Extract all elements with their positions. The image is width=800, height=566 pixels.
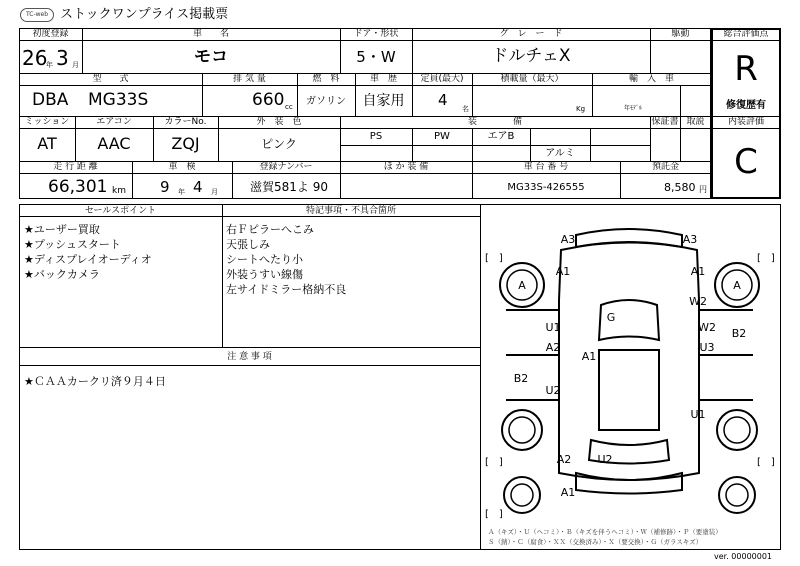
equipment-label: 装 備: [467, 117, 522, 127]
price: 8,580: [664, 181, 696, 194]
displacement: 660: [252, 90, 285, 110]
mission-label: ミッション: [24, 117, 70, 127]
load-label: 積載量（最大）: [500, 74, 564, 84]
history-label: 車 歴: [369, 74, 397, 84]
mileage-label: 走 行 距 離: [53, 162, 98, 172]
damage-mark: A3: [560, 233, 576, 246]
damage-mark: A: [733, 279, 741, 292]
capacity-label: 定員(最大): [420, 74, 464, 84]
plate-label: 登録ナンバー: [259, 162, 313, 172]
bracket: [ ]: [757, 253, 775, 264]
car-name-label: 車 名: [192, 29, 229, 39]
equip-alloy: アルミ: [545, 148, 575, 159]
grade: ドルチェX: [491, 46, 571, 66]
price-label: 預託金: [651, 162, 679, 172]
chassis-label: 車 台 番 号: [523, 162, 569, 172]
bracket: [ ]: [485, 457, 503, 468]
damage-mark: U3: [699, 341, 715, 354]
capacity: 4: [438, 91, 448, 109]
sales-points-list: [24, 222, 152, 282]
first-reg-label: 初度登録: [32, 29, 69, 39]
list-item: ★ＣＡＡカークリ済９月４日: [24, 375, 166, 388]
ext-color-label: 外 装 色: [256, 117, 302, 127]
insp-month: 4: [193, 178, 203, 196]
bracket: [ ]: [485, 253, 503, 264]
damage-mark: A: [518, 279, 526, 292]
reg-year-unit: 年: [46, 61, 53, 69]
list-item: 右Ｆピラーへこみ: [226, 223, 314, 236]
car-damage-diagram: [481, 205, 779, 525]
plate: 滋賀581よ 90: [250, 180, 328, 194]
list-item: ★ディスプレイオーディオ: [24, 253, 152, 266]
capacity-unit: 名: [462, 105, 469, 113]
drive-label: 駆動: [671, 29, 690, 39]
import-unit: 年ﾓﾃﾞﾙ: [624, 105, 643, 112]
damage-mark: A1: [581, 350, 597, 363]
damage-mark: B2: [513, 372, 529, 385]
damage-mark: U2: [545, 384, 561, 397]
aircon-label: エアコン: [96, 117, 132, 127]
damage-mark: A1: [555, 265, 571, 278]
damage-mark: U2: [597, 453, 613, 466]
aircon: AAC: [97, 134, 131, 153]
reg-month: 3: [56, 46, 69, 70]
cc-unit: cc: [285, 103, 293, 111]
damage-mark: B2: [731, 327, 747, 340]
damage-mark: W2: [698, 321, 716, 334]
list-item: 天張しみ: [226, 238, 270, 251]
damage-mark: A2: [556, 453, 572, 466]
cautions-list: [24, 374, 166, 389]
list-item: 左サイドミラー格納不良: [226, 283, 347, 296]
list-item: ★ユーザー買取: [24, 223, 100, 236]
mission: AT: [37, 134, 57, 153]
mileage: 66,301: [48, 177, 108, 197]
interior-score-label: 内装評価: [727, 117, 764, 127]
damage-mark: A1: [690, 265, 706, 278]
insp-year-unit: 年: [178, 188, 185, 196]
chassis-number: MG33S-426555: [507, 182, 585, 193]
equip-pw: PW: [434, 131, 450, 142]
interior-score: C: [734, 142, 758, 182]
list-item: 外装うすい線傷: [226, 268, 303, 281]
legend-line-2: Ｓ（錆）・Ｃ（腐食）・ＸＸ（交換済み）・Ｘ（要交換）・Ｇ（ガラスキズ）: [488, 538, 703, 546]
inspection-label: 車 検: [168, 162, 196, 172]
overall-score: R: [734, 49, 758, 89]
bracket: [ ]: [485, 509, 503, 520]
door-shape: 5・W: [356, 48, 396, 66]
damage-mark: A1: [560, 486, 576, 499]
damage-mark: U1: [690, 408, 706, 421]
import-label: 輸 入 車: [628, 74, 674, 84]
damage-mark: G: [606, 311, 616, 324]
model-prefix: DBA: [32, 90, 69, 110]
other-equip-label: ほ か 装 備: [383, 162, 429, 172]
equip-airbag: エアB: [487, 131, 515, 142]
version: ver. 00000001: [714, 552, 773, 561]
car-name: モコ: [194, 47, 228, 67]
damage-mark: W2: [689, 295, 707, 308]
load-unit: Kg: [576, 105, 586, 113]
warranty-label: 保証書: [651, 117, 679, 127]
cautions-label: 注 意 事 項: [227, 352, 272, 362]
list-item: ★バックカメラ: [24, 268, 100, 281]
sales-points-label: セールスポイント: [84, 206, 157, 216]
ext-color: ピンク: [261, 137, 297, 151]
fuel-label: 燃 料: [312, 74, 340, 84]
reg-year: 26: [22, 46, 48, 70]
grade-label: グ レ ー ド: [499, 29, 563, 39]
list-item: ★プッシュスタート: [24, 238, 121, 251]
insp-month-unit: 月: [211, 188, 218, 196]
km-unit: km: [112, 186, 126, 196]
bracket: [ ]: [757, 457, 775, 468]
logo: TC-web: [20, 8, 54, 22]
manual-label: 取説: [686, 117, 705, 127]
insp-year: 9: [160, 178, 170, 196]
reg-month-unit: 月: [72, 61, 79, 69]
special-notes-list: [226, 222, 346, 297]
special-notes-label: 特記事項・不具合箇所: [305, 206, 396, 216]
fuel: ガソリン: [306, 96, 346, 107]
damage-mark: A3: [682, 233, 698, 246]
damage-mark: A2: [545, 341, 561, 354]
legend-line-1: Ａ（キズ）・Ｕ（ヘコミ）・Ｂ（キズを伴うヘコミ）・Ｗ（補修跡）・Ｐ（要塗装）: [488, 528, 722, 536]
displacement-label: 排 気 量: [233, 74, 266, 84]
color-no: ZQJ: [171, 134, 200, 153]
overall-score-label: 総合評価点: [723, 29, 769, 39]
damage-mark: U1: [545, 321, 561, 334]
list-item: シートへたり小: [226, 253, 303, 266]
overall-note: 修復歴有: [726, 100, 766, 111]
model-label: 型 式: [92, 74, 129, 84]
door-shape-label: ドア・形状: [353, 29, 399, 39]
yen-unit: 円: [699, 185, 707, 194]
page-title: ストックワンプライス掲載票: [60, 7, 229, 22]
history: 自家用: [362, 93, 405, 109]
equip-ps: PS: [369, 131, 383, 142]
color-no-label: カラーNo.: [164, 117, 207, 127]
model-code: MG33S: [88, 90, 149, 110]
